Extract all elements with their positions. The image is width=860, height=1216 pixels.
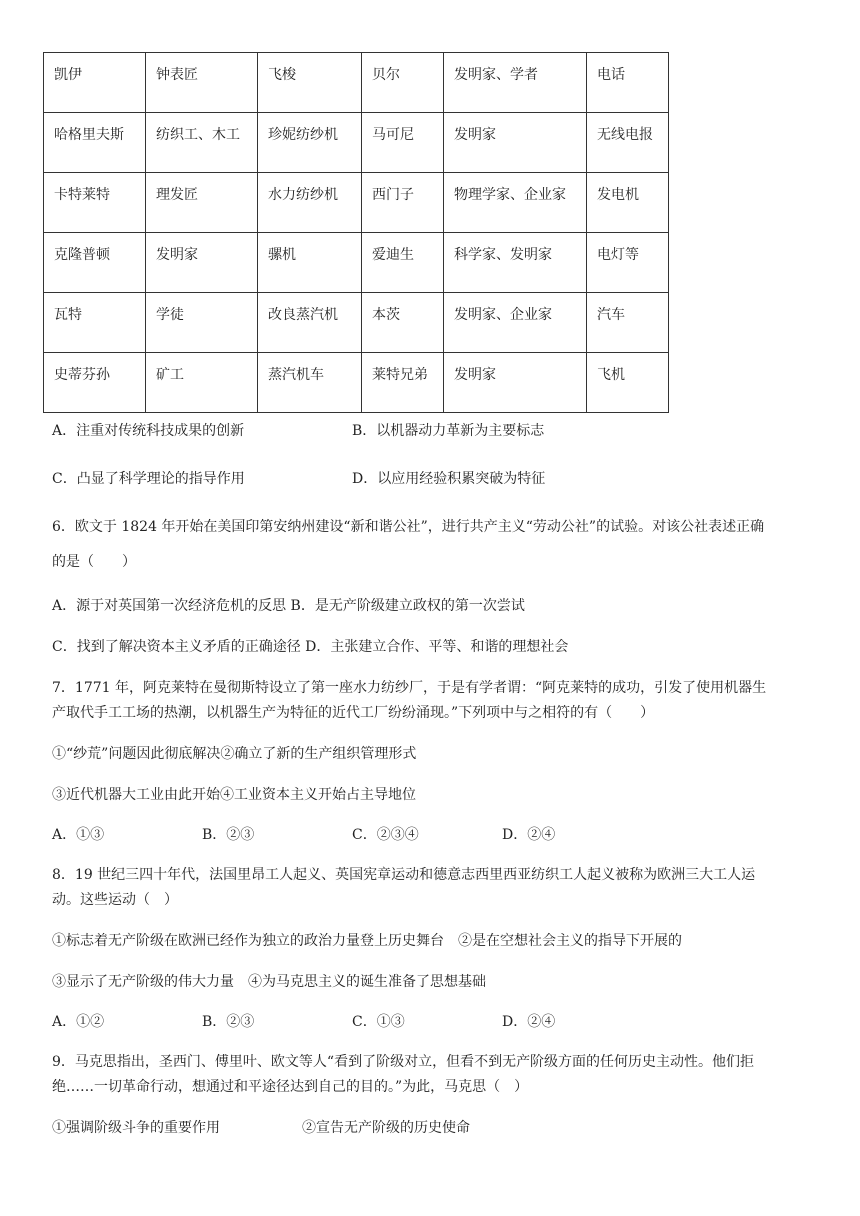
q7-statements-34: ③近代机器大工业由此开始④工业资本主义开始占主导地位 bbox=[52, 787, 416, 803]
table-cell bbox=[146, 113, 258, 173]
q5-option-a[interactable]: A．注重对传统科技成果的创新 bbox=[52, 423, 245, 439]
q8-statements-34: ③显示了无产阶级的伟大力量 ④为马克思主义的诞生准备了思想基础 bbox=[52, 974, 486, 990]
q5-option-d[interactable]: D．以应用经验积累突破为特征 bbox=[352, 471, 546, 487]
table-row bbox=[44, 173, 669, 233]
table-cell-text: 珍妮纺纱机 bbox=[268, 127, 338, 143]
table-cell bbox=[362, 233, 444, 293]
q7-option-c[interactable]: C．②③④ bbox=[352, 827, 419, 843]
table-cell-text: 克隆普顿 bbox=[54, 247, 110, 263]
table-cell-text: 科学家、发明家 bbox=[454, 247, 552, 263]
q8-option-c[interactable]: C．①③ bbox=[352, 1014, 405, 1030]
table-cell bbox=[44, 293, 146, 353]
table-cell bbox=[146, 173, 258, 233]
q5-option-b[interactable]: B．以机器动力革新为主要标志 bbox=[352, 423, 545, 439]
q9-statement-1: ①强调阶级斗争的重要作用 bbox=[52, 1120, 220, 1136]
table-cell-text: 发明家 bbox=[454, 367, 496, 383]
table-row bbox=[44, 293, 669, 353]
table-cell-text: 发明家 bbox=[454, 127, 496, 143]
table-cell-text: 马可尼 bbox=[372, 127, 414, 143]
table-cell-text: 骡机 bbox=[268, 247, 296, 263]
table-cell bbox=[444, 293, 587, 353]
table-cell-text: 矿工 bbox=[156, 367, 184, 383]
table-cell bbox=[44, 353, 146, 413]
table-cell bbox=[258, 113, 362, 173]
table-cell-text: 蒸汽机车 bbox=[268, 367, 324, 383]
table-cell-text: 汽车 bbox=[597, 307, 625, 323]
table-cell-text: 卡特莱特 bbox=[54, 187, 110, 203]
table-cell bbox=[258, 233, 362, 293]
table-cell bbox=[587, 113, 669, 173]
table-cell-text: 爱迪生 bbox=[372, 247, 414, 263]
table-cell-text: 西门子 bbox=[372, 187, 414, 203]
table-row bbox=[44, 113, 669, 173]
q8-option-a[interactable]: A．①② bbox=[52, 1014, 105, 1030]
table-cell bbox=[146, 53, 258, 113]
q8-option-d[interactable]: D．②④ bbox=[502, 1014, 556, 1030]
table-cell bbox=[587, 233, 669, 293]
table-cell bbox=[44, 233, 146, 293]
q8-statements-12: ①标志着无产阶级在欧洲已经作为独立的政治力量登上历史舞台 ②是在空想社会主义的指导下开展的 bbox=[52, 933, 682, 949]
q6-options-cd[interactable]: C．找到了解决资本主义矛盾的正确途径 D．主张建立合作、平等、和谐的理想社会 bbox=[52, 639, 569, 655]
table-cell-text: 纺织工、木工 bbox=[156, 127, 240, 143]
table-cell bbox=[587, 173, 669, 233]
q6-stem-line1: 6．欧文于 1824 年开始在美国印第安纳州建设“新和谐公社”，进行共产主义“劳动公社”的试验。对该公社表述正确 bbox=[52, 519, 765, 535]
q7-option-a[interactable]: A．①③ bbox=[52, 827, 105, 843]
table-row bbox=[44, 233, 669, 293]
table-cell bbox=[258, 293, 362, 353]
table-cell bbox=[146, 233, 258, 293]
table-cell-text: 发明家 bbox=[156, 247, 198, 263]
table-cell bbox=[587, 353, 669, 413]
inventor-table bbox=[43, 52, 669, 413]
table-cell bbox=[44, 113, 146, 173]
q5-option-c[interactable]: C．凸显了科学理论的指导作用 bbox=[52, 471, 245, 487]
q7-stem-line1: 7．1771 年，阿克莱特在曼彻斯特设立了第一座水力纺纱厂，于是有学者谓：“阿克莱特的成功，引发了使用机器生 bbox=[52, 680, 767, 696]
q9-statement-2: ②宣告无产阶级的历史使命 bbox=[302, 1120, 470, 1136]
table-cell bbox=[362, 173, 444, 233]
table-cell-text: 凯伊 bbox=[54, 67, 82, 83]
table-cell bbox=[146, 293, 258, 353]
q8-stem-line2: 动。这些运动（ ） bbox=[52, 892, 178, 908]
table-cell bbox=[44, 53, 146, 113]
table-cell bbox=[258, 353, 362, 413]
table-cell-text: 发明家、学者 bbox=[454, 67, 538, 83]
q8-stem-line1: 8．19 世纪三四十年代，法国里昂工人起义、英国宪章运动和德意志西里西亚纺织工人起义被称为欧洲三大工人运 bbox=[52, 867, 756, 883]
table-cell bbox=[444, 53, 587, 113]
table-cell-text: 哈格里夫斯 bbox=[54, 127, 124, 143]
table-cell-text: 物理学家、企业家 bbox=[454, 187, 566, 203]
table-cell-text: 学徒 bbox=[156, 307, 184, 323]
q8-option-b[interactable]: B．②③ bbox=[202, 1014, 255, 1030]
table-cell-text: 飞梭 bbox=[268, 67, 296, 83]
table-row bbox=[44, 353, 669, 413]
table-cell bbox=[587, 53, 669, 113]
table-cell bbox=[362, 293, 444, 353]
table-cell-text: 莱特兄弟 bbox=[372, 367, 428, 383]
table-cell-text: 改良蒸汽机 bbox=[268, 307, 338, 323]
q7-option-d[interactable]: D．②④ bbox=[502, 827, 556, 843]
table-cell-text: 无线电报 bbox=[597, 127, 653, 143]
table-cell bbox=[587, 293, 669, 353]
table-cell-text: 瓦特 bbox=[54, 307, 82, 323]
table-cell bbox=[258, 53, 362, 113]
q9-stem-line2: 绝……一切革命行动，想通过和平途径达到自己的目的。”为此，马克思（ ） bbox=[52, 1079, 529, 1095]
table-cell bbox=[146, 353, 258, 413]
q6-options-ab[interactable]: A．源于对英国第一次经济危机的反思 B．是无产阶级建立政权的第一次尝试 bbox=[52, 598, 525, 614]
table-row bbox=[44, 53, 669, 113]
table-cell-text: 水力纺纱机 bbox=[268, 187, 338, 203]
table-cell bbox=[444, 233, 587, 293]
table-cell bbox=[362, 353, 444, 413]
q6-stem-line2: 的是（ ） bbox=[52, 554, 136, 570]
q7-option-b[interactable]: B．②③ bbox=[202, 827, 255, 843]
table-cell-text: 电话 bbox=[597, 67, 625, 83]
table-cell bbox=[258, 173, 362, 233]
table-cell bbox=[444, 353, 587, 413]
table-cell-text: 贝尔 bbox=[372, 67, 400, 83]
table-cell-text: 飞机 bbox=[597, 367, 625, 383]
table-cell-text: 本茨 bbox=[372, 307, 400, 323]
table-cell-text: 理发匠 bbox=[156, 187, 198, 203]
table-cell-text: 发明家、企业家 bbox=[454, 307, 552, 323]
q9-stem-line1: 9．马克思指出，圣西门、傅里叶、欧文等人“看到了阶级对立，但看不到无产阶级方面的任何历史主动性。他们拒 bbox=[52, 1054, 755, 1070]
q7-stem-line2: 产取代手工工场的热潮，以机器生产为特征的近代工厂纷纷涌现。”下列项中与之相符的有（ ） bbox=[52, 705, 655, 721]
table-cell-text: 钟表匠 bbox=[156, 67, 198, 83]
inventor-table-body bbox=[44, 53, 669, 413]
table-cell-text: 史蒂芬孙 bbox=[54, 367, 110, 383]
table-cell bbox=[362, 113, 444, 173]
table-cell bbox=[44, 173, 146, 233]
table-cell-text: 电灯等 bbox=[597, 247, 639, 263]
table-cell bbox=[444, 113, 587, 173]
table-cell-text: 发电机 bbox=[597, 187, 639, 203]
table-cell bbox=[444, 173, 587, 233]
q7-statements-12: ①“纱荒”问题因此彻底解决②确立了新的生产组织管理形式 bbox=[52, 746, 417, 762]
table-cell bbox=[362, 53, 444, 113]
